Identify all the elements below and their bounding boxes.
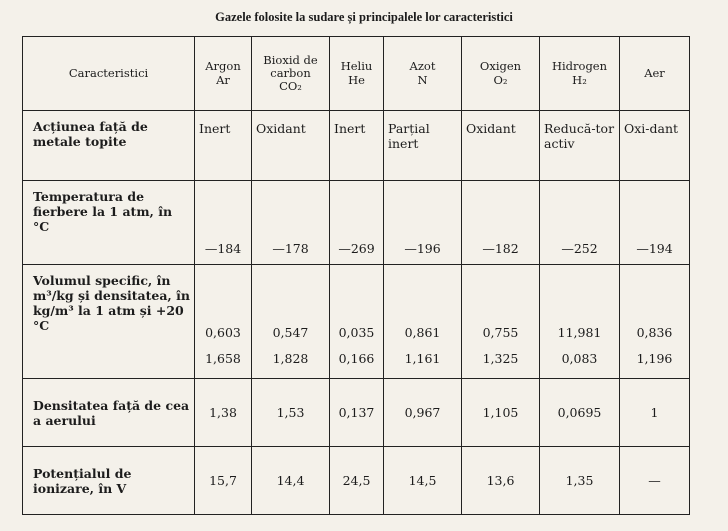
gas-properties-table bbox=[22, 36, 690, 515]
table-cell: 1,105 bbox=[462, 379, 540, 447]
table-cell: 0,035 0,166 bbox=[330, 265, 384, 379]
row-label: Volumul specific, în m³/kg și densitatea, în kg/m³ la 1 atm și +20 °C bbox=[23, 265, 195, 379]
header-carbon-dioxide: Bioxid de carbon CO₂ bbox=[252, 37, 330, 111]
table-cell: Inert bbox=[195, 111, 252, 181]
table-cell: 14,5 bbox=[384, 447, 462, 515]
table-cell: 15,7 bbox=[195, 447, 252, 515]
header-argon: Argon Ar bbox=[195, 37, 252, 111]
table-cell: —184 bbox=[195, 181, 252, 265]
table-cell: 0,0695 bbox=[540, 379, 620, 447]
table-cell: Oxidant bbox=[252, 111, 330, 181]
table-cell: 24,5 bbox=[330, 447, 384, 515]
table-cell: 13,6 bbox=[462, 447, 540, 515]
header-oxygen: Oxigen O₂ bbox=[462, 37, 540, 111]
table-cell: Parțial inert bbox=[384, 111, 462, 181]
table-cell: —182 bbox=[462, 181, 540, 265]
table-cell: Inert bbox=[330, 111, 384, 181]
header-row bbox=[23, 37, 690, 111]
table-cell: 0,836 1,196 bbox=[620, 265, 690, 379]
header-air: Aer bbox=[620, 37, 690, 111]
table-cell: —269 bbox=[330, 181, 384, 265]
table-cell: Oxi-dant bbox=[620, 111, 690, 181]
table-cell: Oxidant bbox=[462, 111, 540, 181]
table-cell: Reducă-tor activ bbox=[540, 111, 620, 181]
table-title: Gazele folosite la sudare și principalele lor caracteristici bbox=[215, 10, 513, 24]
row-label: Potențialul de ionizare, în V bbox=[23, 447, 195, 515]
table-cell: —194 bbox=[620, 181, 690, 265]
table-cell: —178 bbox=[252, 181, 330, 265]
header-nitrogen: Azot N bbox=[384, 37, 462, 111]
header-hydrogen: Hidrogen H₂ bbox=[540, 37, 620, 111]
table-cell: 0,137 bbox=[330, 379, 384, 447]
table-cell: 1 bbox=[620, 379, 690, 447]
header-characteristics: Caracteristici bbox=[23, 37, 195, 111]
table-row bbox=[23, 379, 690, 447]
table-row bbox=[23, 265, 690, 379]
table-cell: 14,4 bbox=[252, 447, 330, 515]
table-cell: 0,755 1,325 bbox=[462, 265, 540, 379]
table-cell: 1,53 bbox=[252, 379, 330, 447]
row-label: Densitatea față de cea a aerului bbox=[23, 379, 195, 447]
table-row bbox=[23, 181, 690, 265]
table-cell: 1,35 bbox=[540, 447, 620, 515]
table-row bbox=[23, 447, 690, 515]
table-cell: —252 bbox=[540, 181, 620, 265]
table-cell: 11,981 0,083 bbox=[540, 265, 620, 379]
table-cell: — bbox=[620, 447, 690, 515]
table-cell: 0,967 bbox=[384, 379, 462, 447]
table-cell: 1,38 bbox=[195, 379, 252, 447]
table-cell: 0,603 1,658 bbox=[195, 265, 252, 379]
header-helium: Heliu He bbox=[330, 37, 384, 111]
row-label: Acțiunea față de metale topite bbox=[23, 111, 195, 181]
table-cell: —196 bbox=[384, 181, 462, 265]
table-cell: 0,861 1,161 bbox=[384, 265, 462, 379]
table-cell: 0,547 1,828 bbox=[252, 265, 330, 379]
row-label: Temperatura de fierbere la 1 atm, în °C bbox=[23, 181, 195, 265]
table-row bbox=[23, 111, 690, 181]
